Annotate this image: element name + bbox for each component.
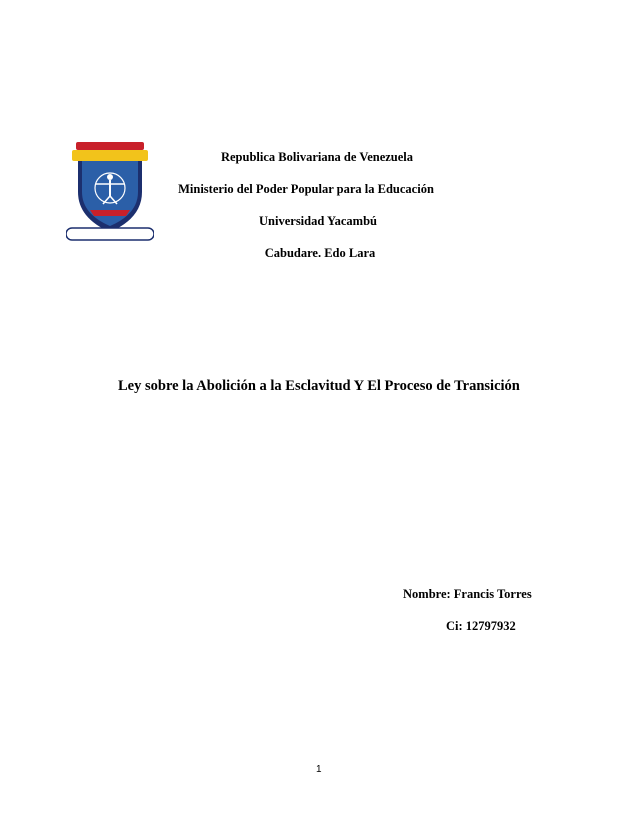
document-title: Ley sobre la Abolición a la Esclavitud Y El Proceso de Transición: [118, 378, 520, 394]
university-crest-icon: [66, 140, 154, 242]
author-id: Ci: 12797932: [446, 619, 516, 633]
ministry-heading: Ministerio del Poder Popular para la Educación: [178, 182, 434, 196]
university-heading: Universidad Yacambú: [259, 214, 377, 228]
country-heading: Republica Bolivariana de Venezuela: [220, 150, 414, 164]
author-name: Nombre: Francis Torres: [403, 587, 532, 601]
page-number: 1: [316, 764, 322, 775]
university-logo: [66, 140, 154, 242]
location-heading: Cabudare. Edo Lara: [264, 246, 376, 260]
